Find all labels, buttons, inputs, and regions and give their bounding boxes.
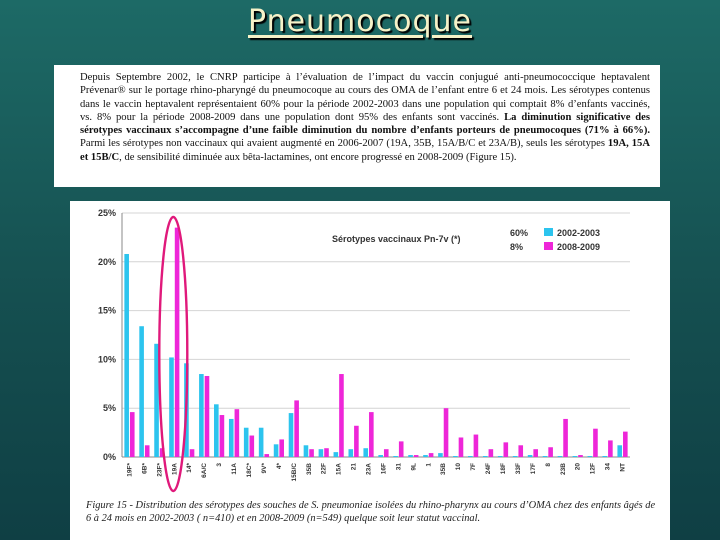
bar-series1 — [334, 452, 339, 457]
bar-series2 — [205, 376, 210, 457]
bar-series1 — [573, 456, 578, 457]
bar-series1 — [602, 456, 607, 457]
bar-series1 — [468, 456, 473, 457]
bar-series1 — [393, 456, 398, 457]
bar-series2 — [444, 408, 449, 457]
bar-series1 — [363, 448, 368, 457]
x-tick-label: 7F — [470, 463, 478, 471]
bar-series2 — [354, 426, 359, 457]
bar-series2 — [220, 415, 225, 457]
bar-series2 — [608, 440, 613, 457]
y-tick-label: 20% — [97, 256, 116, 267]
bar-series2 — [235, 409, 240, 457]
bar-series1 — [304, 445, 309, 457]
x-tick-label: 9L — [410, 463, 418, 471]
bar-series2 — [459, 437, 464, 457]
bar-series1 — [513, 456, 518, 457]
x-tick-label: 8 — [544, 463, 552, 467]
chart-panel — [70, 201, 670, 540]
paragraph-part-3: Parmi les sérotypes non vaccinaux qui avaient augmenté en 2006-2007 (19A, 35B, 15A/B/C et 23A/B), seuls les sérotypes — [80, 138, 608, 150]
x-tick-label: 23F* — [156, 463, 164, 477]
x-tick-label: 4* — [275, 463, 283, 470]
bar-series2 — [429, 453, 434, 457]
bar-series2 — [414, 455, 419, 457]
bar-series2 — [384, 449, 389, 457]
bar-series1 — [528, 455, 533, 457]
x-tick-label: 20 — [574, 463, 582, 471]
bar-series2 — [548, 447, 553, 457]
bar-series2 — [504, 442, 509, 457]
x-tick-label: 35B — [440, 463, 448, 475]
x-tick-label: 10 — [455, 463, 463, 471]
legend-pct: 60% — [510, 228, 529, 238]
bar-series1 — [408, 455, 413, 457]
bar-series1 — [169, 357, 174, 457]
y-tick-label: 25% — [97, 208, 116, 218]
bar-series1 — [259, 428, 264, 457]
x-tick-label: 23B — [559, 463, 567, 475]
x-tick-label: 16F — [380, 463, 388, 475]
bar-series1 — [229, 419, 234, 457]
x-tick-label: 35B — [305, 463, 313, 475]
x-tick-label: 17F — [529, 463, 537, 475]
bar-series2 — [399, 441, 404, 457]
y-tick-label: 15% — [97, 305, 116, 316]
legend-title: Sérotypes vaccinaux Pn-7v (*) — [332, 234, 461, 244]
bar-series1 — [558, 456, 563, 457]
bar-series1 — [319, 449, 324, 457]
bar-series1 — [199, 374, 204, 457]
bar-series2 — [623, 432, 628, 457]
bar-series1 — [274, 444, 279, 457]
legend-swatch — [544, 228, 553, 236]
x-tick-label: NT — [619, 463, 627, 472]
bar-series1 — [378, 455, 383, 457]
y-tick-label: 0% — [102, 452, 116, 462]
bar-series2 — [474, 435, 479, 457]
x-tick-label: 22F — [320, 463, 328, 475]
bar-series2 — [518, 445, 523, 457]
legend-swatch — [544, 242, 553, 250]
bar-series2 — [533, 449, 538, 457]
bar-series2 — [309, 449, 314, 457]
bar-series1 — [289, 413, 294, 457]
figure-caption: Figure 15 - Distribution des sérotypes des souches de S. pneumoniae isolées du rhino-pharynx au cours d’OMA chez des enfants âgés de 6 à 24 mois en 2002-2003 ( n=410) et en 2008-2009 (n=549) quelque soit leur statut vaccinal. — [86, 500, 656, 524]
x-tick-label: 21 — [350, 463, 358, 471]
x-tick-label: 19F* — [126, 463, 134, 477]
slide-title: Pneumocoque — [248, 4, 472, 39]
bar-series1 — [244, 428, 249, 457]
bar-series1 — [348, 449, 353, 457]
bar-series1 — [214, 404, 219, 457]
x-tick-label: 9V* — [260, 463, 268, 474]
x-tick-label: 6A/C — [201, 463, 209, 478]
bar-series1 — [453, 456, 458, 457]
x-tick-label: 23A — [365, 463, 373, 475]
bar-series1 — [438, 453, 443, 457]
y-tick-label: 10% — [97, 354, 116, 365]
bar-series1 — [498, 456, 503, 457]
x-tick-label: 1 — [425, 463, 433, 467]
x-tick-label: 14* — [186, 463, 194, 473]
x-tick-label: 11A — [231, 463, 239, 475]
x-tick-label: 3 — [216, 463, 224, 467]
paragraph-part-5: , de sensibilité diminuée aux bêta-lactamines, ont encore progressé en 2008-2009 (Figure 15). — [119, 151, 517, 163]
bar-series1 — [423, 455, 428, 457]
bar-series1 — [588, 456, 593, 457]
x-tick-label: 15A — [335, 463, 343, 475]
x-tick-label: 19A — [171, 463, 179, 475]
legend-entry: 2002-2003 — [557, 228, 601, 238]
x-tick-label: 18F — [500, 463, 507, 475]
bar-series1 — [483, 456, 488, 457]
bar-series2 — [593, 429, 598, 457]
bar-series1 — [124, 254, 129, 457]
paragraph-part-1: Depuis Septembre 2002, le CNRP participe à l’évaluation de l’impact du vaccin conjugué anti-pneumococcique heptavalent Prévenar® sur le portage rhino-pharyngé du pneumocoque au cours des OMA de l’enfant entre 6 et 24 mois. Les sérotypes contenus dans le vaccin heptavalent représentaient 60% pour la période 2002-2003 dans une population qui comptait 8% d’enfants vaccinés, vs. 8% pour la période 2008-2009 dans une population dont 95% des enfants sont vaccinés. — [80, 72, 650, 123]
x-tick-label: 18C* — [246, 463, 253, 478]
bar-series2 — [279, 439, 284, 457]
bar-series2 — [489, 449, 494, 457]
paragraph-bold-finding: La diminution significative des sérotypes vaccinaux s’accompagne d’une faible diminution du nombre d’enfants porteurs de pneumocoques (71% à 66%). — [80, 111, 650, 137]
bar-series2 — [324, 448, 329, 457]
bar-series2 — [563, 419, 568, 457]
x-tick-label: 15B/C — [290, 463, 298, 482]
x-tick-label: 33F — [514, 463, 522, 475]
bar-series1 — [543, 456, 548, 457]
x-tick-label: 31 — [395, 463, 403, 471]
description-text-panel — [54, 65, 660, 187]
x-tick-label: 24F — [485, 463, 493, 475]
x-tick-label: 34 — [604, 463, 612, 471]
bar-series2 — [294, 400, 299, 457]
bar-series1 — [139, 326, 144, 457]
paragraph-bold-serotypes: 19A, 15A et 15B/C — [80, 138, 650, 163]
bar-series2 — [145, 445, 150, 457]
bar-series2 — [578, 455, 583, 457]
legend-pct: 8% — [510, 242, 524, 252]
bar-series2 — [264, 454, 269, 457]
bar-series2 — [130, 412, 135, 457]
bar-series1 — [617, 445, 622, 457]
x-tick-label: 6B* — [141, 463, 149, 474]
bar-series2 — [190, 449, 195, 457]
bar-series2 — [339, 374, 344, 457]
bar-series2 — [369, 412, 374, 457]
bar-series2 — [250, 436, 255, 457]
serotype-bar-chart — [70, 201, 670, 497]
legend-entry: 2008-2009 — [557, 242, 601, 252]
y-tick-label: 5% — [102, 403, 116, 414]
bar-series2 — [175, 228, 180, 457]
x-tick-label: 12F — [589, 463, 597, 475]
